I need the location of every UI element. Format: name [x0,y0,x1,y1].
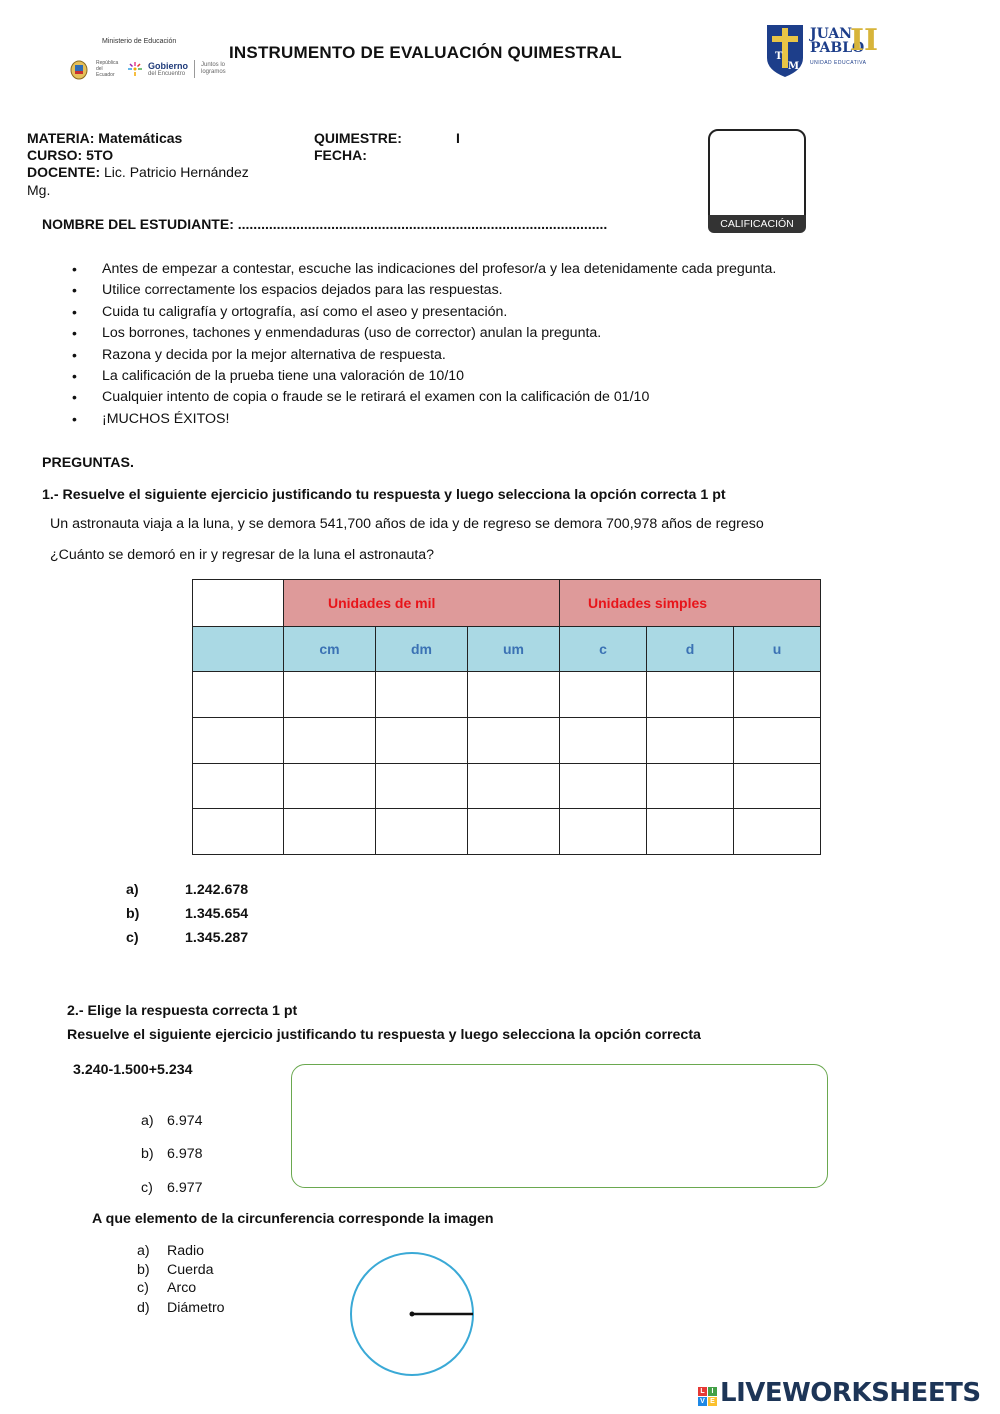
q2-option-c-value[interactable]: 6.977 [167,1180,203,1196]
q3-option-a-value[interactable]: Radio [167,1243,205,1259]
q1-question: ¿Cuánto se demoró en ir y regresar de la luna el astronauta? [50,547,435,563]
table-cell[interactable] [376,718,468,764]
q2-option-b-letter[interactable]: b) [141,1146,154,1162]
gobierno-star-icon [128,62,142,76]
table-cell[interactable] [734,718,821,764]
q3-option-d-letter[interactable]: d) [137,1300,150,1316]
table-cell[interactable] [647,718,734,764]
table-cell[interactable] [284,672,376,718]
q2-answer-box[interactable] [291,1064,828,1188]
center-point [410,1312,415,1317]
table-cell[interactable] [647,672,734,718]
instruction-item: • Los borrones, tachones y enmendaduras (uso de corrector) anulan la pregunta. [72,323,872,344]
q1-option-b-value[interactable]: 1.345.654 [185,906,249,922]
table-row [193,764,821,809]
instruction-item: • Cuida tu caligrafía y ortografía, así como el aseo y presentación. [72,302,872,323]
q3-option-b-letter[interactable]: b) [137,1262,150,1278]
student-name-line[interactable]: NOMBRE DEL ESTUDIANTE: ............................................................................................... [42,216,608,232]
q2-expression: 3.240-1.500+5.234 [73,1062,193,1078]
school-shield-icon [766,24,804,78]
q1-option-b-letter[interactable]: b) [126,906,140,922]
table-cell[interactable] [468,809,560,855]
column-header-u: u [734,627,821,672]
page-title: INSTRUMENTO DE EVALUACIÓN QUIMESTRAL [229,43,622,62]
table-cell[interactable] [734,809,821,855]
table-cell[interactable] [560,764,647,809]
q1-option-a-letter[interactable]: a) [126,882,139,898]
q2-subtitle: Resuelve el siguiente ejercicio justificando tu respuesta y luego selecciona la opción correcta [67,1027,701,1043]
q1-title: 1.- Resuelve el siguiente ejercicio justificando tu respuesta y luego selecciona la opción correcta 1 pt [42,487,726,503]
place-value-table [192,579,821,855]
instruction-item: • La calificación de la prueba tiene una valoración de 10/10 [72,366,872,387]
gobierno-brand: Gobierno [148,60,188,71]
table-cell[interactable] [560,672,647,718]
school-sub: UNIDAD EDUCATIVA [810,60,867,66]
instruction-item: • Cualquier intento de copia o fraude se le retirará el examen con la calificación de 01/10 [72,387,872,408]
table-cell[interactable] [560,809,647,855]
table-row [193,718,821,764]
government-logos [68,58,237,80]
docente-row [27,164,287,181]
column-header-d: d [647,627,734,672]
table-cell[interactable] [376,764,468,809]
table-cell[interactable] [560,718,647,764]
q3-option-c-letter[interactable]: c) [137,1280,149,1296]
q2-title: 2.- Elige la respuesta correcta 1 pt [67,1003,298,1019]
column-header-c: c [560,627,647,672]
liveworksheets-brand: LIVEWORKSHEETS [720,1378,981,1408]
liveworksheets-logo [698,1378,981,1408]
docente-value: Lic. Patricio Hernández [104,164,249,180]
table-row [193,672,821,718]
table-cell[interactable] [193,764,284,809]
table-cell[interactable] [193,809,284,855]
table-cell[interactable] [468,672,560,718]
table-cell[interactable] [734,672,821,718]
column-header-dm: dm [376,627,468,672]
q2-option-a-value[interactable]: 6.974 [167,1113,203,1129]
instruction-item: • ¡MUCHOS ÉXITOS! [72,409,872,430]
school-logo [766,23,879,80]
q3-title: A que elemento de la circunferencia corresponde la imagen [92,1211,494,1227]
table-corner-cell-2 [193,627,284,672]
ministry-label: Ministerio de Educación [102,38,177,45]
table-cell[interactable] [284,809,376,855]
curso-label: CURSO: 5TO [27,147,114,163]
docente-label: DOCENTE: [27,164,101,180]
school-name-1: JUAN [810,26,853,42]
instructions-list [72,259,872,430]
group-header-thousands: Unidades de mil [284,580,560,627]
ecuador-shield-icon [68,58,90,80]
table-cell[interactable] [734,764,821,809]
table-cell[interactable] [468,764,560,809]
table-corner-cell [193,580,284,627]
circle-radius-figure [348,1252,478,1378]
table-cell[interactable] [376,672,468,718]
table-row [193,809,821,855]
q2-option-b-value[interactable]: 6.978 [167,1146,203,1162]
gov-slogan: Juntos lo logramos [201,62,226,75]
liveworksheets-badge-icon: L I V E [698,1387,717,1406]
gobierno-brand-sub: del Encuentro [148,70,186,77]
svg-text:T: T [775,51,783,62]
quimestre-label: QUIMESTRE: [314,130,402,146]
q3-option-c-value[interactable]: Arco [167,1280,197,1296]
table-cell[interactable] [284,764,376,809]
table-cell[interactable] [376,809,468,855]
column-header-um: um [468,627,560,672]
table-cell[interactable] [284,718,376,764]
q3-option-a-letter[interactable]: a) [137,1243,150,1259]
instruction-item: • Razona y decida por la mejor alternativa de respuesta. [72,345,872,366]
fecha-label: FECHA: [314,147,367,163]
gov-left-label: República del Ecuador [96,60,119,78]
q2-option-a-letter[interactable]: a) [141,1113,154,1129]
instruction-item: • Utilice correctamente los espacios dejados para las respuestas. [72,280,872,301]
group-header-units: Unidades simples [560,580,821,627]
column-header-cm: cm [284,627,376,672]
table-cell[interactable] [647,809,734,855]
quimestre-value: I [456,130,460,146]
q1-option-c-letter[interactable]: c) [126,930,139,946]
q1-statement: Un astronauta viaja a la luna, y se demora 541,700 años de ida y de regreso se demora 700,978 años de regreso [50,516,764,532]
q3-option-d-value[interactable]: Diámetro [167,1300,225,1316]
table-cell[interactable] [468,718,560,764]
grade-box[interactable] [708,129,806,229]
docente-value-2: Mg. [27,182,51,198]
school-name-2: PABLO [810,40,865,56]
questions-heading: PREGUNTAS. [42,455,134,471]
svg-text:M: M [788,61,800,72]
table-cell[interactable] [193,718,284,764]
table-cell[interactable] [647,764,734,809]
q3-option-b-value[interactable]: Cuerda [167,1262,214,1278]
q2-option-c-letter[interactable]: c) [141,1180,153,1196]
q1-option-c-value[interactable]: 1.345.287 [185,930,249,946]
table-cell[interactable] [193,672,284,718]
materia-label: MATERIA: Matemáticas [27,130,183,146]
school-roman: II [850,23,879,58]
instruction-item: • Antes de empezar a contestar, escuche las indicaciones del profesor/a y lea detenidamente cada pregunta. [72,259,872,280]
grade-label: CALIFICACIÓN [708,215,806,233]
q1-option-a-value[interactable]: 1.242.678 [185,882,249,898]
